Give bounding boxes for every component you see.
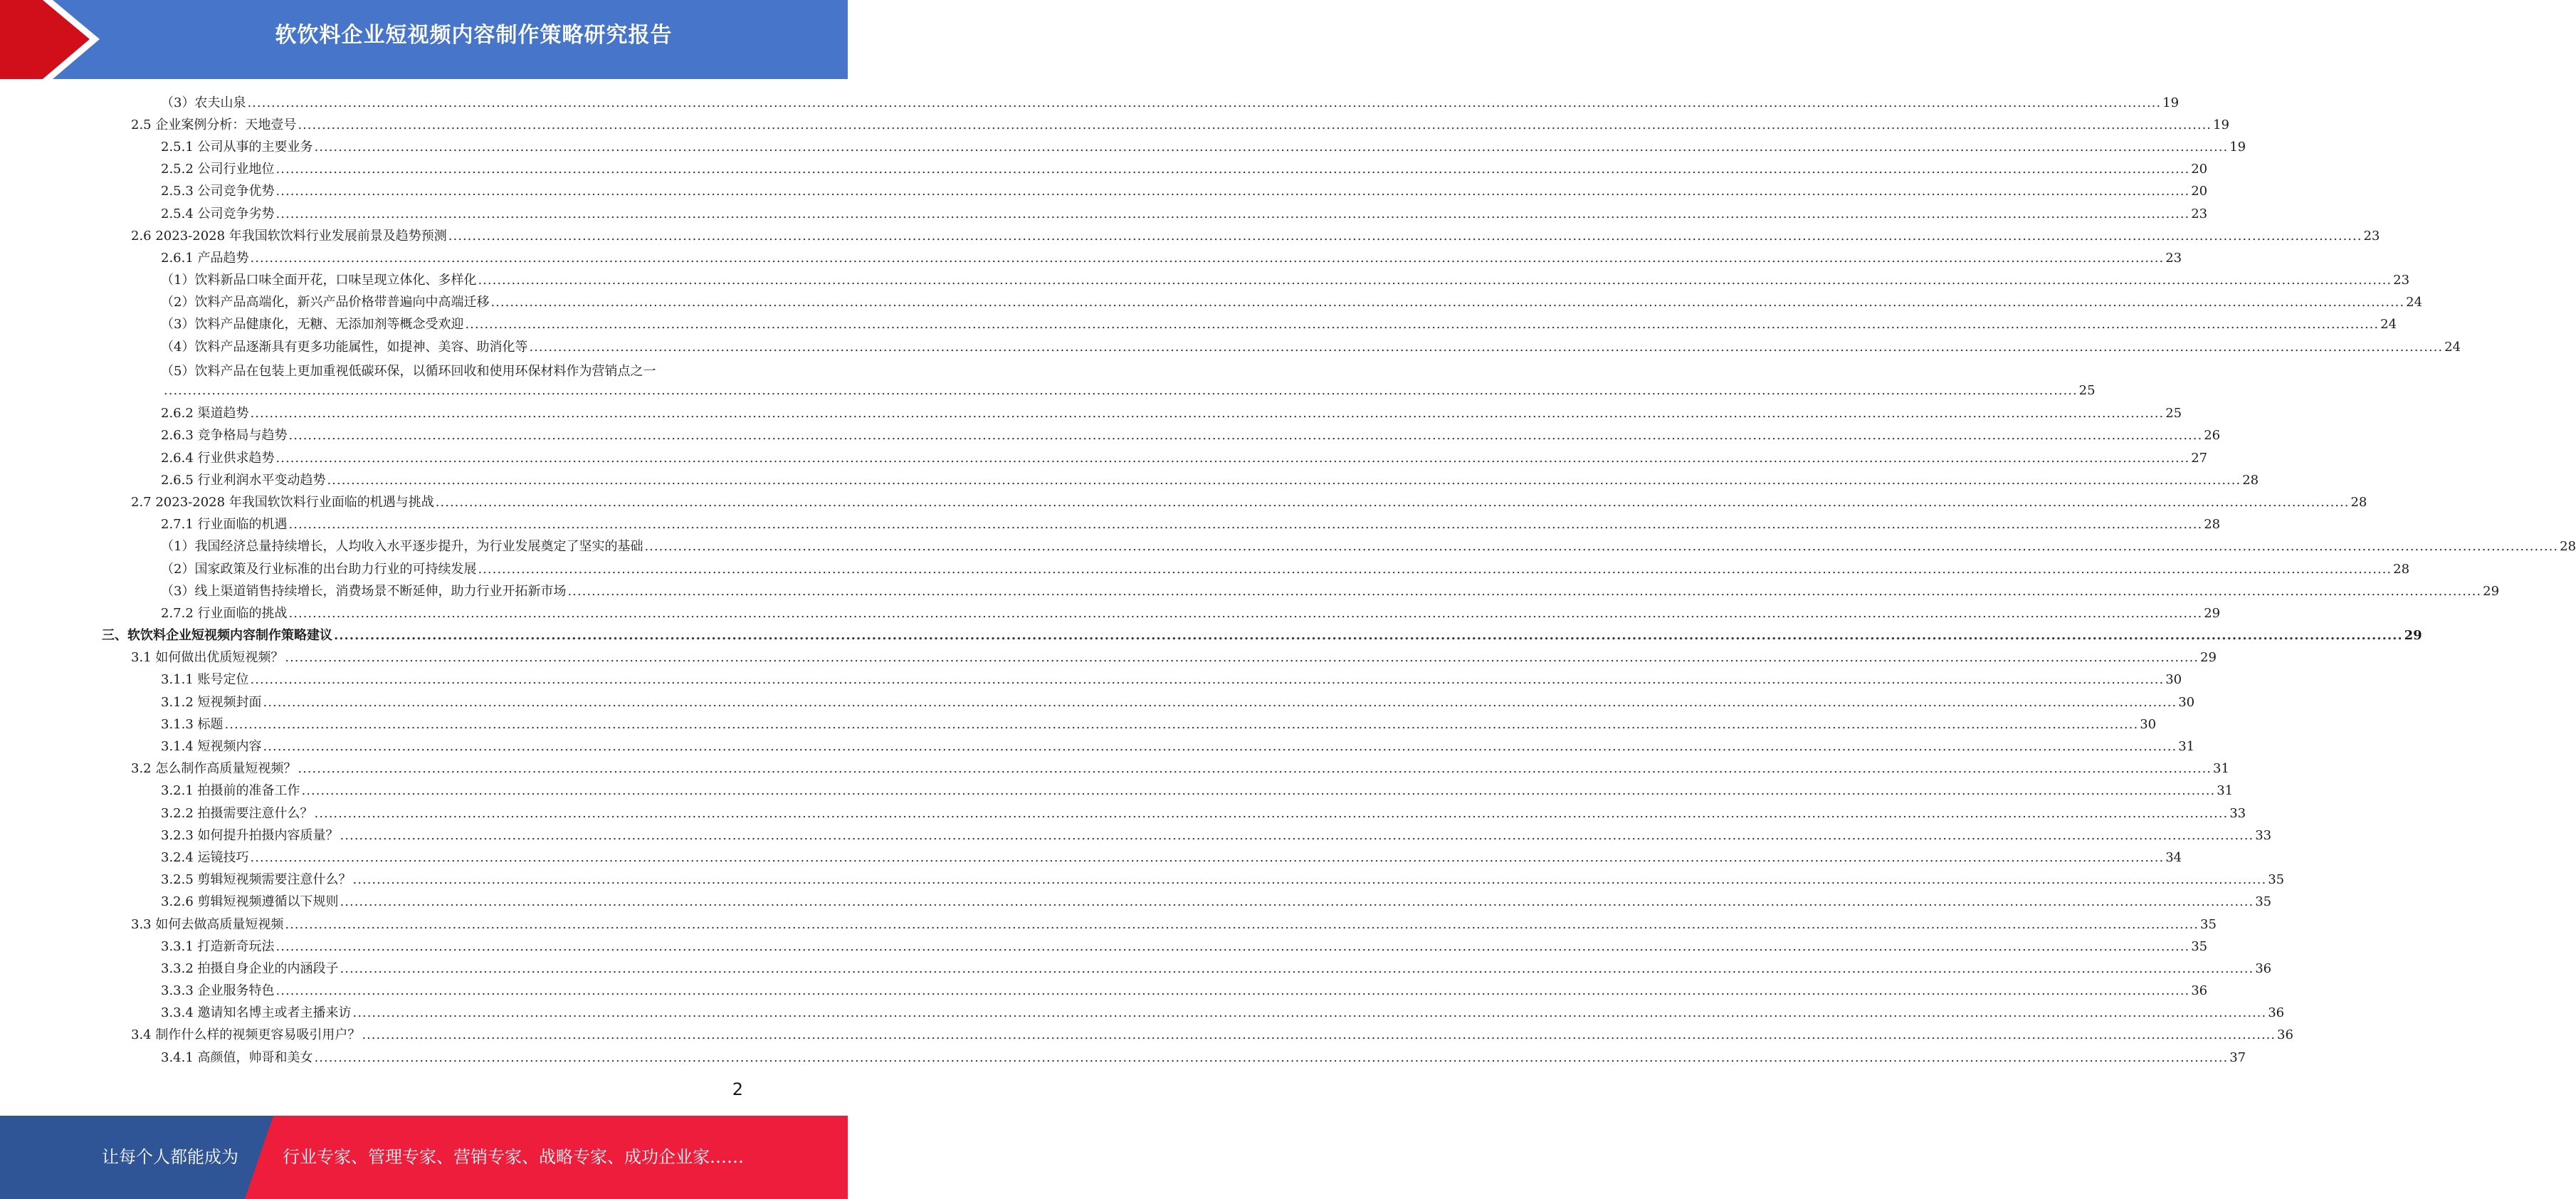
toc-leader-dots: ................................................................................................................................................................................................................................................................................................................................................................................................................	[285, 916, 2199, 932]
toc-leader-dots: ................................................................................................................................................................................................................................................................................................................................................................................................................	[288, 428, 2203, 444]
toc-entry[interactable]	[0, 646, 2217, 668]
toc-entry-label: 3.2.5 剪辑短视频需要注意什么？	[161, 872, 352, 888]
toc-entry-page: 33	[2229, 805, 2246, 821]
toc-entry-label: 2.6.2 渠道趋势	[161, 406, 249, 422]
toc-entry-label: 3.1.1 账号定位	[161, 672, 249, 688]
toc-entry-label: 3.4 制作什么样的视频更容易吸引用户？	[131, 1027, 361, 1043]
toc-entry-page: 23	[2191, 206, 2208, 221]
toc-entry-label: 3.1.4 短视频内容	[161, 739, 262, 755]
toc-leader-dots: ................................................................................................................................................................................................................................................................................................................................................................................................................	[275, 184, 2190, 199]
toc-entry-label: （5）饮料产品在包装上更加重视低碳环保，以循环回收和使用环保材料作为营销点之一	[161, 364, 656, 379]
toc-leader-dots: ................................................................................................................................................................................................................................................................................................................................................................................................................	[362, 1027, 2276, 1043]
toc-leader-dots: ................................................................................................................................................................................................................................................................................................................................................................................................................	[288, 605, 2203, 621]
toc-entry-page: 31	[2217, 783, 2234, 799]
toc-entry-page: 23	[2363, 228, 2380, 244]
toc-entry[interactable]	[0, 601, 2221, 623]
toc-entry-page: 30	[2140, 716, 2157, 732]
toc-entry-page: 19	[2162, 95, 2180, 110]
toc-entry[interactable]	[0, 246, 2182, 268]
toc-entry-page: 23	[2393, 273, 2410, 288]
toc-leader-dots: ................................................................................................................................................................................................................................................................................................................................................................................................................	[250, 849, 2165, 865]
toc-entry-label: 三、软饮料企业短视频内容制作策略建议	[102, 628, 332, 644]
toc-leader-dots: ................................................................................................................................................................................................................................................................................................................................................................................................................	[275, 206, 2190, 221]
toc-entry-label: 2.5.4 公司竞争劣势	[161, 206, 275, 221]
toc-entry[interactable]	[0, 224, 2380, 246]
toc-entry-label: （3）线上渠道销售持续增长，消费场景不断延伸，助力行业开拓新市场	[161, 583, 567, 599]
toc-entry-page: 24	[2444, 339, 2461, 355]
toc-entry[interactable]	[0, 557, 2410, 579]
toc-leader-dots: ................................................................................................................................................................................................................................................................................................................................................................................................................	[298, 117, 2212, 132]
toc-entry-label: 2.6 2023-2028 年我国软饮料行业发展前景及趋势预测	[131, 228, 447, 244]
toc-entry[interactable]	[0, 446, 2208, 468]
toc-entry-label: 3.3.2 拍摄自身企业的内涵段子	[161, 960, 339, 976]
toc-leader-dots: ................................................................................................................................................................................................................................................................................................................................................................................................................	[250, 672, 2165, 688]
toc-entry-page: 20	[2191, 184, 2208, 199]
toc-entry[interactable]	[0, 845, 2182, 867]
toc-entry-label: 3.1 如何做出优质短视频？	[131, 650, 284, 666]
toc-entry[interactable]	[0, 579, 2500, 601]
toc-entry-page: 30	[2165, 672, 2182, 688]
toc-entry-label: （1）饮料新品口味全面开花，口味呈现立体化、多样化	[161, 273, 477, 288]
toc-entry[interactable]	[0, 135, 2246, 157]
footer-slogan-right: 行业专家、管理专家、营销专家、战略专家、成功企业家……	[283, 1147, 744, 1167]
toc-entry-label: 3.4.1 高颜值，帅哥和美女	[161, 1049, 313, 1065]
toc-entry[interactable]	[0, 823, 2272, 845]
toc-entry[interactable]	[0, 934, 2208, 956]
toc-leader-dots: ................................................................................................................................................................................................................................................................................................................................................................................................................	[352, 1005, 2267, 1021]
toc-entry-label: 2.7.2 行业面临的挑战	[161, 605, 288, 621]
toc-leader-dots: ................................................................................................................................................................................................................................................................................................................................................................................................................	[529, 339, 2444, 355]
toc-leader-dots: ................................................................................................................................................................................................................................................................................................................................................................................................................	[465, 317, 2380, 333]
toc-entry-page: 28	[2204, 517, 2221, 533]
toc-entry[interactable]	[0, 357, 2096, 401]
toc-entry[interactable]	[0, 912, 2217, 934]
toc-leader-dots: ................................................................................................................................................................................................................................................................................................................................................................................................................	[275, 450, 2190, 466]
toc-entry-page: 28	[2350, 494, 2367, 510]
toc-entry[interactable]	[0, 690, 2195, 712]
toc-entry-label: 2.6.5 行业利润水平变动趋势	[161, 472, 326, 488]
toc-leader-dots: ................................................................................................................................................................................................................................................................................................................................................................................................................	[340, 960, 2254, 976]
toc-entry[interactable]	[0, 890, 2272, 912]
toc-entry-page: 25	[2165, 406, 2182, 422]
toc-leader-dots: ................................................................................................................................................................................................................................................................................................................................................................................................................	[314, 1049, 2229, 1065]
toc-leader-dots: ................................................................................................................................................................................................................................................................................................................................................................................................................	[314, 139, 2229, 155]
toc-entry[interactable]	[0, 313, 2397, 335]
toc-entry-page: 36	[2255, 960, 2272, 976]
toc-entry-label: 3.1.2 短视频封面	[161, 694, 262, 710]
toc-leader-dots: ................................................................................................................................................................................................................................................................................................................................................................................................................	[301, 783, 2216, 799]
toc-entry-label: 3.3.3 企业服务特色	[161, 983, 275, 999]
toc-entry[interactable]	[0, 468, 2259, 490]
toc-entry[interactable]	[0, 779, 2234, 801]
toc-leader-dots: ................................................................................................................................................................................................................................................................................................................................................................................................................	[352, 872, 2267, 888]
toc-leader-dots: ................................................................................................................................................................................................................................................................................................................................................................................................................	[490, 295, 2405, 310]
toc-entry-label: （3）农夫山泉	[161, 95, 246, 110]
toc-entry-page: 36	[2191, 983, 2208, 999]
toc-entry[interactable]	[0, 402, 2182, 424]
toc-leader-dots: ................................................................................................................................................................................................................................................................................................................................................................................................................	[340, 827, 2254, 843]
toc-entry-page: 37	[2229, 1049, 2246, 1065]
toc-entry-label: 3.3 如何去做高质量短视频	[131, 916, 284, 932]
toc-entry-page: 26	[2204, 428, 2221, 444]
toc-leader-dots: ................................................................................................................................................................................................................................................................................................................................................................................................................	[224, 716, 2139, 732]
toc-entry-page: 28	[2393, 561, 2410, 577]
toc-entry-label: 3.2.6 剪辑短视频遵循以下规则	[161, 894, 339, 910]
toc-entry-page: 31	[2178, 739, 2195, 755]
page-number: 2	[732, 1079, 743, 1099]
toc-entry[interactable]	[0, 424, 2221, 446]
toc-entry[interactable]	[0, 268, 2410, 290]
toc-entry-page: 19	[2229, 139, 2246, 155]
toc-entry[interactable]	[0, 112, 2229, 135]
toc-entry-page: 36	[2277, 1027, 2293, 1043]
toc-entry-label: 3.2.2 拍摄需要注意什么？	[161, 805, 313, 821]
toc-entry[interactable]	[0, 956, 2272, 978]
toc-entry[interactable]	[0, 490, 2367, 512]
toc-entry-label: （2）饮料产品高端化，新兴产品价格带普遍向中高端迁移	[161, 295, 490, 310]
toc-leader-dots: ................................................................................................................................................................................................................................................................................................................................................................................................................	[275, 938, 2190, 954]
toc-leader-dots: ................................................................................................................................................................................................................................................................................................................................................................................................................	[327, 472, 2241, 488]
toc-entry-label: 3.2.3 如何提升拍摄内容质量？	[161, 827, 339, 843]
toc-leader-dots: ................................................................................................................................................................................................................................................................................................................................................................................................................	[247, 95, 2162, 110]
toc-entry[interactable]	[0, 1001, 2285, 1023]
toc-entry-page: 19	[2213, 117, 2229, 132]
toc-entry[interactable]	[0, 757, 2229, 779]
toc-entry-label: （3）饮料产品健康化，无糖、无添加剂等概念受欢迎	[161, 317, 464, 333]
toc-leader-dots: ................................................................................................................................................................................................................................................................................................................................................................................................................	[314, 805, 2229, 821]
toc-leader-dots: ................................................................................................................................................................................................................................................................................................................................................................................................................	[263, 694, 2177, 710]
toc-leader-dots: ................................................................................................................................................................................................................................................................................................................................................................................................................	[334, 628, 2403, 644]
toc-entry[interactable]	[0, 535, 2576, 557]
toc-entry[interactable]	[0, 290, 2423, 313]
toc-entry-label: （2）国家政策及行业标准的出台助力行业的可持续发展	[161, 561, 477, 577]
toc-entry[interactable]	[0, 201, 2208, 224]
toc-leader-dots: ................................................................................................................................................................................................................................................................................................................................................................................................................	[288, 517, 2203, 533]
toc-leader-dots: ................................................................................................................................................................................................................................................................................................................................................................................................................	[275, 983, 2190, 999]
toc-entry[interactable]	[0, 668, 2182, 690]
toc-entry-label: 3.2.4 运镜技巧	[161, 849, 249, 865]
toc-entry-label: 3.2.1 拍摄前的准备工作	[161, 783, 300, 799]
toc-leader-dots: ................................................................................................................................................................................................................................................................................................................................................................................................................	[164, 383, 2078, 399]
toc-entry[interactable]	[0, 1023, 2293, 1045]
toc-entry-label: 2.6.4 行业供求趋势	[161, 450, 275, 466]
toc-entry-label: 2.7.1 行业面临的机遇	[161, 517, 288, 533]
toc-leader-dots: ................................................................................................................................................................................................................................................................................................................................................................................................................	[285, 650, 2199, 666]
toc-entry-page: 34	[2165, 849, 2182, 865]
toc-leader-dots: ................................................................................................................................................................................................................................................................................................................................................................................................................	[275, 162, 2190, 177]
toc-entry-page: 35	[2268, 872, 2285, 888]
page-header	[0, 0, 848, 79]
toc-entry[interactable]	[0, 624, 2422, 646]
toc-leader-dots: ................................................................................................................................................................................................................................................................................................................................................................................................................	[250, 406, 2165, 422]
toc-entry-page: 35	[2191, 938, 2208, 954]
toc-entry-label: 2.5.3 公司竞争优势	[161, 184, 275, 199]
toc-entry[interactable]	[0, 868, 2285, 890]
toc-entry-page: 20	[2191, 162, 2208, 177]
toc-leader-dots: ................................................................................................................................................................................................................................................................................................................................................................................................................	[478, 273, 2392, 288]
toc-leader-dots: ................................................................................................................................................................................................................................................................................................................................................................................................................	[250, 250, 2165, 266]
toc-entry-page: 29	[2483, 583, 2500, 599]
toc-leader-dots: ................................................................................................................................................................................................................................................................................................................................................................................................................	[435, 494, 2350, 510]
toc-entry[interactable]	[0, 335, 2461, 357]
toc-entry-page: 23	[2165, 250, 2182, 266]
toc-entry-page: 28	[2242, 472, 2259, 488]
toc-entry-page: 31	[2213, 761, 2229, 777]
toc-entry-label: 3.3.4 邀请知名博主或者主播来访	[161, 1005, 352, 1021]
toc-entry-page: 29	[2404, 628, 2422, 644]
toc-entry-page: 30	[2178, 694, 2195, 710]
toc-entry-label: （1）我国经济总量持续增长，人均收入水平逐步提升，为行业发展奠定了坚实的基础	[161, 539, 643, 555]
toc-entry[interactable]	[0, 734, 2195, 756]
page-footer	[0, 1116, 848, 1199]
toc-entry[interactable]	[0, 90, 2180, 112]
toc-entry-label: 2.6.1 产品趋势	[161, 250, 249, 266]
toc-entry-label: （4）饮料产品逐渐具有更多功能属性，如提神、美容、助消化等	[161, 339, 528, 355]
toc-entry-label: 2.7 2023-2028 年我国软饮料行业面临的机遇与挑战	[131, 494, 434, 510]
toc-leader-dots: ................................................................................................................................................................................................................................................................................................................................................................................................................	[263, 739, 2177, 755]
toc-entry-label: 3.3.1 打造新奇玩法	[161, 938, 275, 954]
toc-entry-page: 25	[2078, 383, 2096, 399]
toc-entry[interactable]	[0, 513, 2221, 535]
toc-entry-page: 36	[2268, 1005, 2285, 1021]
toc-entry-page: 27	[2191, 450, 2208, 466]
footer-slogan-left: 让每个人都能成为	[102, 1147, 238, 1167]
toc-leader-dots: ................................................................................................................................................................................................................................................................................................................................................................................................................	[448, 228, 2362, 244]
toc-leader-dots: ................................................................................................................................................................................................................................................................................................................................................................................................................	[644, 539, 2559, 555]
table-of-contents	[0, 90, 2576, 1067]
toc-entry-label: 3.2 怎么制作高质量短视频？	[131, 761, 297, 777]
toc-entry-page: 24	[2406, 295, 2423, 310]
toc-entry-page: 33	[2255, 827, 2272, 843]
toc-entry-page: 28	[2560, 539, 2576, 555]
toc-entry[interactable]	[0, 801, 2246, 823]
toc-entry-page: 24	[2380, 317, 2397, 333]
toc-entry-label: 3.1.3 标题	[161, 716, 224, 732]
toc-entry[interactable]	[0, 979, 2208, 1001]
toc-entry-label: 2.5.2 公司行业地位	[161, 162, 275, 177]
toc-leader-dots: ................................................................................................................................................................................................................................................................................................................................................................................................................	[478, 561, 2392, 577]
toc-entry-page: 35	[2200, 916, 2217, 932]
toc-leader-dots: ................................................................................................................................................................................................................................................................................................................................................................................................................	[298, 761, 2212, 777]
toc-entry-page: 35	[2255, 894, 2272, 910]
header-title: 软饮料企业短视频内容制作策略研究报告	[275, 23, 673, 48]
toc-leader-dots: ................................................................................................................................................................................................................................................................................................................................................................................................................	[340, 894, 2254, 910]
toc-entry[interactable]	[0, 1045, 2246, 1067]
toc-entry[interactable]	[0, 179, 2208, 201]
toc-entry[interactable]	[0, 157, 2208, 179]
toc-entry-label: 2.5 企业案例分析：天地壹号	[131, 117, 297, 132]
toc-entry-page: 29	[2200, 650, 2217, 666]
toc-entry-page: 29	[2204, 605, 2221, 621]
toc-entry[interactable]	[0, 712, 2157, 734]
toc-leader-dots: ................................................................................................................................................................................................................................................................................................................................................................................................................	[567, 583, 2482, 599]
toc-entry-label: 2.5.1 公司从事的主要业务	[161, 139, 313, 155]
toc-entry-label: 2.6.3 竞争格局与趋势	[161, 428, 288, 444]
